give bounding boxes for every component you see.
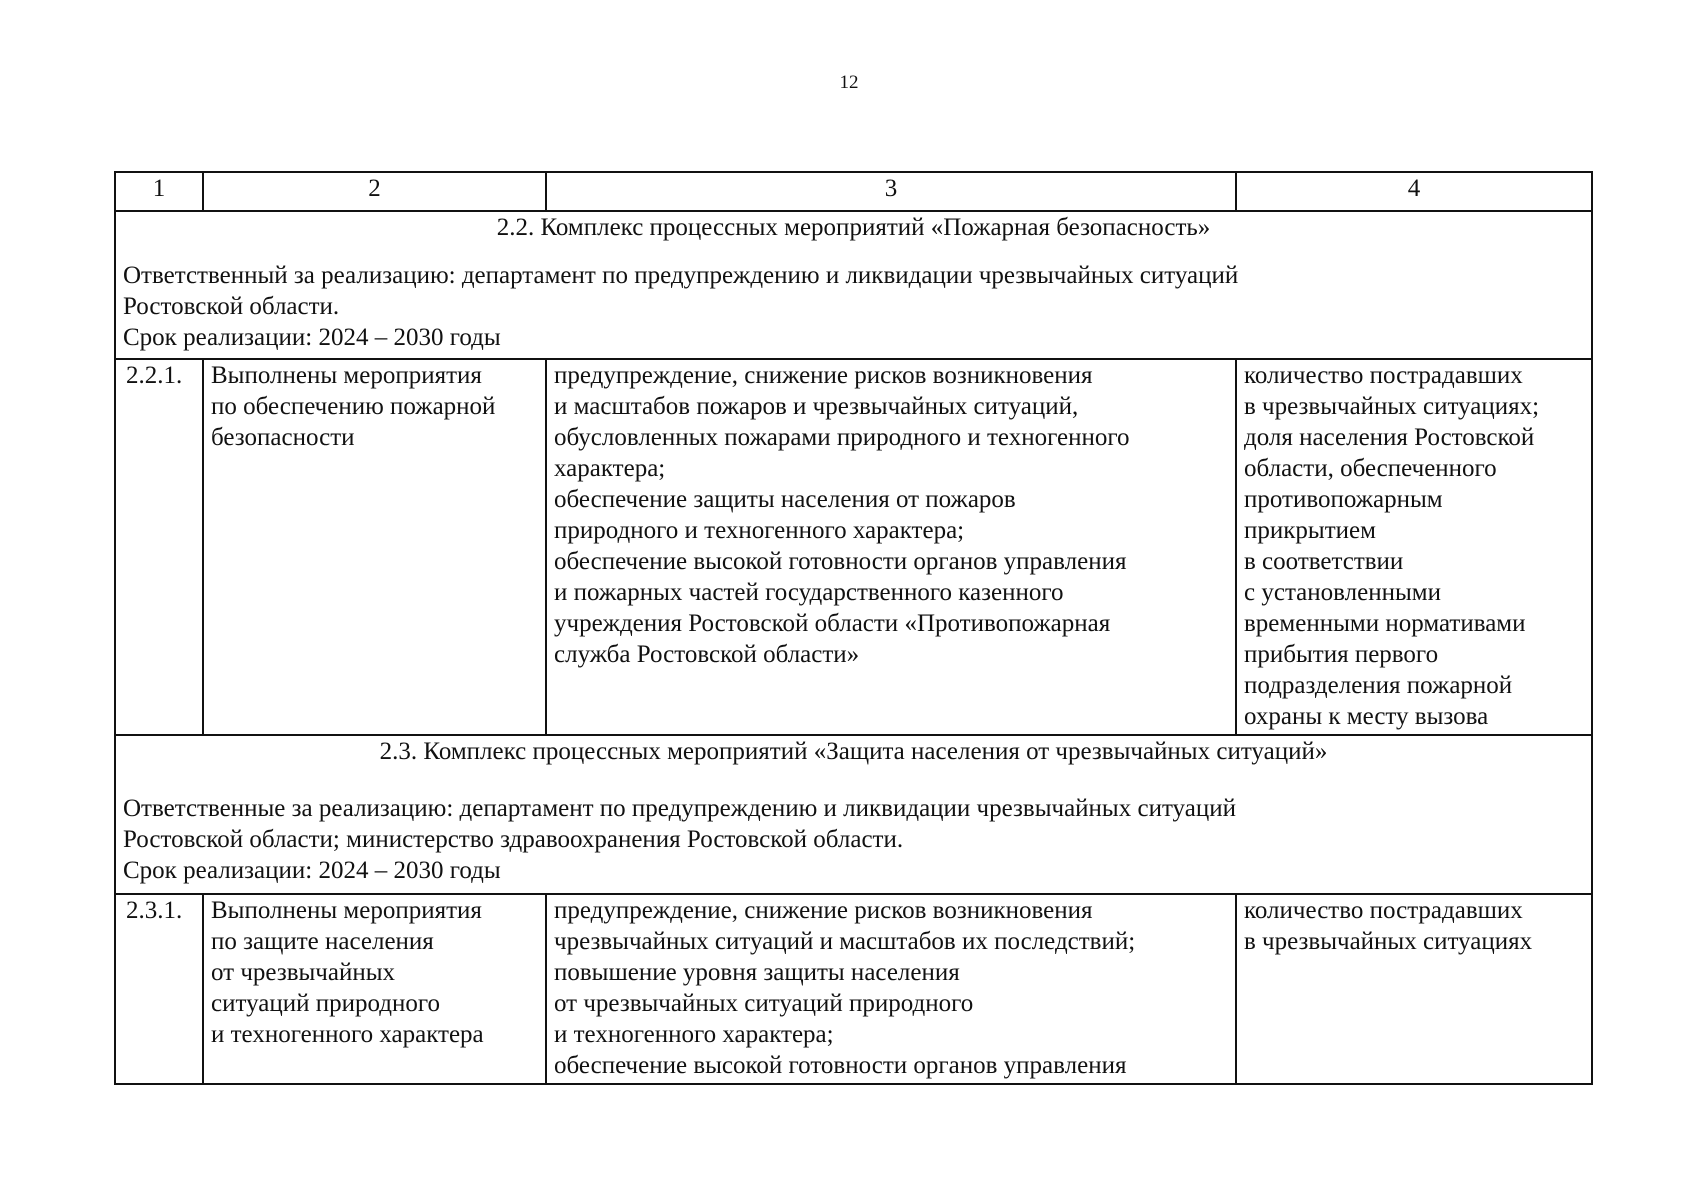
section-text-line: Ответственный за реализацию: департамент по предупреждению и ликвидации чрезвычайных ситуаций [123, 262, 1239, 289]
measure-description-cell [546, 894, 1236, 1084]
text-line: чрезвычайных ситуаций и масштабов их последствий; [554, 928, 1136, 955]
text-line: подразделения пожарной [1244, 672, 1513, 699]
text-line: в соответствии [1244, 548, 1404, 575]
measure-description-cell [546, 359, 1236, 735]
header-col-1: 1 [115, 172, 203, 211]
text-line: противопожарным [1244, 486, 1443, 513]
text-line: от чрезвычайных [211, 959, 396, 986]
text-line: временными нормативами [1244, 610, 1526, 637]
text-line: и техногенного характера; [554, 1021, 834, 1048]
text-line: учреждения Ростовской области «Противопожарная [554, 610, 1111, 637]
text-line: области, обеспеченного [1244, 455, 1497, 482]
text-line: количество пострадавших [1244, 362, 1523, 389]
text-line: характера; [554, 455, 666, 482]
table-row [115, 359, 1592, 735]
section-title: 2.3. Комплекс процессных мероприятий «Защита населения от чрезвычайных ситуаций» [379, 738, 1328, 765]
measures-table [114, 171, 1593, 1085]
header-col-2: 2 [203, 172, 546, 211]
text-line: обеспечение высокой готовности органов управления [554, 548, 1127, 575]
text-line: и пожарных частей государственного казенного [554, 579, 1064, 606]
measure-name-cell [203, 894, 546, 1084]
section-row [115, 735, 1592, 894]
measure-name-cell [203, 359, 546, 735]
indicator-cell [1236, 894, 1592, 1084]
text-line: прибытия первого [1244, 641, 1439, 668]
text-line: ситуаций природного [211, 990, 440, 1017]
header-col-4: 4 [1236, 172, 1592, 211]
text-line: обеспечение высокой готовности органов управления [554, 1052, 1127, 1079]
text-line: служба Ростовской области» [554, 641, 860, 668]
section-text-line: Срок реализации: 2024 – 2030 годы [123, 324, 501, 351]
text-line: от чрезвычайных ситуаций природного [554, 990, 974, 1017]
section-cell [115, 735, 1592, 894]
text-line: и техногенного характера [211, 1021, 484, 1048]
text-line: охраны к месту вызова [1244, 703, 1489, 730]
text-line: Выполнены мероприятия [211, 897, 482, 924]
text-line: количество пострадавших [1244, 897, 1523, 924]
text-line: Выполнены мероприятия [211, 362, 482, 389]
text-line: предупреждение, снижение рисков возникновения [554, 897, 1093, 924]
text-line: безопасности [211, 424, 355, 451]
text-line: природного и техногенного характера; [554, 517, 965, 544]
text-line: повышение уровня защиты населения [554, 959, 960, 986]
section-title: 2.2. Комплекс процессных мероприятий «Пожарная безопасность» [496, 214, 1211, 241]
text-line: в чрезвычайных ситуациях; [1244, 393, 1540, 420]
row-number: 2.2.1. [115, 359, 203, 735]
text-line: доля населения Ростовской [1244, 424, 1535, 451]
page-number: 12 [839, 72, 859, 93]
header-col-3: 3 [546, 172, 1236, 211]
table-row [115, 894, 1592, 1084]
row-number: 2.3.1. [115, 894, 203, 1084]
text-line: обусловленных пожарами природного и техногенного [554, 424, 1130, 451]
section-row [115, 211, 1592, 359]
indicator-cell [1236, 359, 1592, 735]
text-line: в чрезвычайных ситуациях [1244, 928, 1533, 955]
section-text-line: Ответственные за реализацию: департамент по предупреждению и ликвидации чрезвычайных ситуаций [123, 795, 1236, 822]
text-line: обеспечение защиты населения от пожаров [554, 486, 1016, 513]
text-line: предупреждение, снижение рисков возникновения [554, 362, 1093, 389]
section-text-line: Ростовской области. [123, 293, 340, 320]
section-text-line: Срок реализации: 2024 – 2030 годы [123, 857, 501, 884]
section-cell [115, 211, 1592, 359]
text-line: с установленными [1244, 579, 1441, 606]
section-text-line: Ростовской области; министерство здравоохранения Ростовской области. [123, 826, 904, 853]
text-line: по обеспечению пожарной [211, 393, 496, 420]
text-line: по защите населения [211, 928, 434, 955]
text-line: и масштабов пожаров и чрезвычайных ситуаций, [554, 393, 1079, 420]
text-line: прикрытием [1244, 517, 1376, 544]
table-header-row [115, 172, 1592, 211]
